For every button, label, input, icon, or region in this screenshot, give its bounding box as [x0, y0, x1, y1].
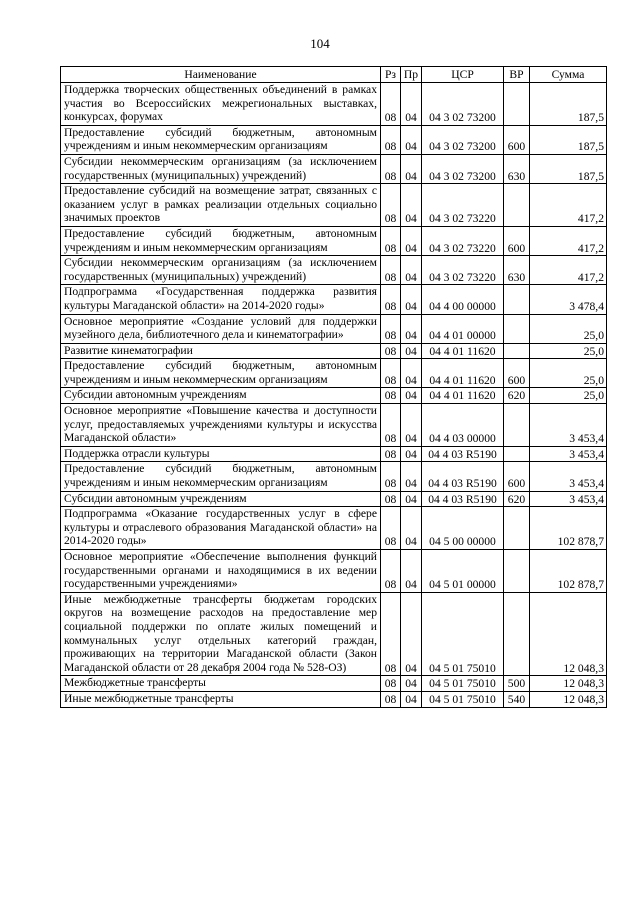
- cell-pr: 04: [401, 388, 422, 404]
- cell-csr: 04 5 00 00000: [422, 507, 504, 550]
- cell-name: Субсидии автономным учреждениям: [61, 491, 381, 507]
- header-rz: Рз: [381, 67, 401, 83]
- cell-csr: 04 4 03 R5190: [422, 491, 504, 507]
- cell-rz: 08: [381, 446, 401, 462]
- cell-csr: 04 5 01 75010: [422, 691, 504, 707]
- cell-pr: 04: [401, 491, 422, 507]
- cell-sum: 12 048,3: [530, 676, 607, 692]
- table-row: [61, 343, 607, 359]
- cell-sum: 3 478,4: [530, 285, 607, 314]
- cell-rz: 08: [381, 226, 401, 255]
- cell-rz: 08: [381, 314, 401, 343]
- cell-csr: 04 5 01 00000: [422, 550, 504, 593]
- cell-csr: 04 4 01 11620: [422, 359, 504, 388]
- cell-vr: 540: [504, 691, 530, 707]
- cell-name: Предоставление субсидий бюджетным, автономным учреждениям и иным некоммерческим организациям: [61, 462, 381, 491]
- cell-rz: 08: [381, 83, 401, 126]
- table-row: [61, 388, 607, 404]
- cell-rz: 08: [381, 676, 401, 692]
- cell-name: Предоставление субсидий бюджетным, автономным учреждениям и иным некоммерческим организациям: [61, 359, 381, 388]
- cell-pr: 04: [401, 550, 422, 593]
- cell-pr: 04: [401, 462, 422, 491]
- cell-name: Субсидии автономным учреждениям: [61, 388, 381, 404]
- cell-rz: 08: [381, 359, 401, 388]
- cell-csr: 04 3 02 73220: [422, 256, 504, 285]
- cell-vr: 600: [504, 462, 530, 491]
- cell-pr: 04: [401, 446, 422, 462]
- cell-pr: 04: [401, 154, 422, 183]
- table-body: [61, 83, 607, 708]
- cell-csr: 04 3 02 73220: [422, 184, 504, 227]
- cell-name: Основное мероприятие «Создание условий для поддержки музейного дела, библиотечного дела и кинематографии»: [61, 314, 381, 343]
- cell-sum: 25,0: [530, 388, 607, 404]
- cell-vr: 630: [504, 256, 530, 285]
- cell-rz: 08: [381, 388, 401, 404]
- cell-sum: 25,0: [530, 314, 607, 343]
- table-row: [61, 550, 607, 593]
- cell-csr: 04 4 03 R5190: [422, 446, 504, 462]
- cell-name: Основное мероприятие «Повышение качества и доступности услуг, предоставляемых учреждениями культуры и искусства Магаданской области»: [61, 404, 381, 447]
- table-row: [61, 359, 607, 388]
- cell-pr: 04: [401, 184, 422, 227]
- cell-pr: 04: [401, 592, 422, 676]
- cell-csr: 04 4 01 00000: [422, 314, 504, 343]
- cell-sum: 417,2: [530, 184, 607, 227]
- cell-vr: 600: [504, 125, 530, 154]
- cell-vr: [504, 592, 530, 676]
- header-csr: ЦСР: [422, 67, 504, 83]
- cell-rz: 08: [381, 507, 401, 550]
- table-row: [61, 226, 607, 255]
- cell-vr: 620: [504, 388, 530, 404]
- cell-name: Подпрограмма «Оказание государственных услуг в сфере культуры и отраслевого образования Магаданской области» на 2014-2020 годы»: [61, 507, 381, 550]
- cell-name: Предоставление субсидий бюджетным, автономным учреждениям и иным некоммерческим организациям: [61, 226, 381, 255]
- table-row: [61, 507, 607, 550]
- cell-rz: 08: [381, 343, 401, 359]
- cell-rz: 08: [381, 256, 401, 285]
- cell-rz: 08: [381, 462, 401, 491]
- cell-rz: 08: [381, 550, 401, 593]
- header-pr: Пр: [401, 67, 422, 83]
- cell-vr: [504, 446, 530, 462]
- cell-sum: 3 453,4: [530, 491, 607, 507]
- cell-sum: 417,2: [530, 256, 607, 285]
- cell-vr: [504, 507, 530, 550]
- cell-vr: [504, 285, 530, 314]
- cell-pr: 04: [401, 404, 422, 447]
- cell-name: Поддержка творческих общественных объединений в рамках участия во Всероссийских межрегиональных выставках, конкурсах, форумах: [61, 83, 381, 126]
- cell-vr: 630: [504, 154, 530, 183]
- cell-sum: 102 878,7: [530, 550, 607, 593]
- cell-csr: 04 3 02 73200: [422, 154, 504, 183]
- cell-csr: 04 5 01 75010: [422, 676, 504, 692]
- cell-name: Развитие кинематографии: [61, 343, 381, 359]
- budget-table: [60, 66, 607, 708]
- table-row: [61, 314, 607, 343]
- header-vr: ВР: [504, 67, 530, 83]
- cell-pr: 04: [401, 256, 422, 285]
- cell-vr: [504, 404, 530, 447]
- cell-sum: 102 878,7: [530, 507, 607, 550]
- table-row: [61, 83, 607, 126]
- cell-sum: 3 453,4: [530, 446, 607, 462]
- cell-sum: 25,0: [530, 359, 607, 388]
- cell-csr: 04 4 01 11620: [422, 343, 504, 359]
- table-row: [61, 184, 607, 227]
- cell-name: Иные межбюджетные трансферты: [61, 691, 381, 707]
- cell-name: Подпрограмма «Государственная поддержка развития культуры Магаданской области» на 2014-2020 годы»: [61, 285, 381, 314]
- cell-pr: 04: [401, 507, 422, 550]
- cell-rz: 08: [381, 125, 401, 154]
- cell-name: Основное мероприятие «Обеспечение выполнения функций государственными органами и находящимися в их ведении государственными учреждениями»: [61, 550, 381, 593]
- cell-rz: 08: [381, 154, 401, 183]
- cell-vr: 600: [504, 226, 530, 255]
- cell-name: Иные межбюджетные трансферты бюджетам городских округов на возмещение расходов на предоставление мер социальной поддержки по оплате жилых помещений и коммунальных услуг отдельных категорий граждан, проживающих на территории Магаданской области (Закон Магаданской области от 28 декабря 2004 года № 528-ОЗ): [61, 592, 381, 676]
- header-row: [61, 67, 607, 83]
- cell-pr: 04: [401, 359, 422, 388]
- cell-pr: 04: [401, 314, 422, 343]
- cell-rz: 08: [381, 592, 401, 676]
- cell-vr: 600: [504, 359, 530, 388]
- cell-csr: 04 3 02 73220: [422, 226, 504, 255]
- cell-pr: 04: [401, 83, 422, 126]
- header-sum: Сумма: [530, 67, 607, 83]
- cell-name: Субсидии некоммерческим организациям (за исключением государственных (муниципальных) учреждений): [61, 154, 381, 183]
- cell-pr: 04: [401, 676, 422, 692]
- cell-name: Предоставление субсидий бюджетным, автономным учреждениям и иным некоммерческим организациям: [61, 125, 381, 154]
- table-row: [61, 491, 607, 507]
- cell-name: Предоставление субсидий на возмещение затрат, связанных с оказанием услуг в рамках реализации отдельных социально значимых проектов: [61, 184, 381, 227]
- cell-vr: [504, 314, 530, 343]
- cell-sum: 187,5: [530, 83, 607, 126]
- table-row: [61, 285, 607, 314]
- cell-name: Субсидии некоммерческим организациям (за исключением государственных (муниципальных) учреждений): [61, 256, 381, 285]
- cell-sum: 187,5: [530, 154, 607, 183]
- cell-pr: 04: [401, 125, 422, 154]
- table-row: [61, 592, 607, 676]
- cell-name: Межбюджетные трансферты: [61, 676, 381, 692]
- cell-vr: [504, 184, 530, 227]
- cell-sum: 12 048,3: [530, 691, 607, 707]
- cell-sum: 25,0: [530, 343, 607, 359]
- cell-sum: 12 048,3: [530, 592, 607, 676]
- cell-sum: 3 453,4: [530, 462, 607, 491]
- table-row: [61, 691, 607, 707]
- table-row: [61, 676, 607, 692]
- page-number: 104: [310, 36, 330, 51]
- cell-pr: 04: [401, 226, 422, 255]
- cell-rz: 08: [381, 404, 401, 447]
- cell-csr: 04 3 02 73200: [422, 125, 504, 154]
- cell-csr: 04 4 00 00000: [422, 285, 504, 314]
- table-row: [61, 404, 607, 447]
- cell-vr: [504, 550, 530, 593]
- cell-vr: [504, 83, 530, 126]
- table-row: [61, 125, 607, 154]
- header-name: Наименование: [61, 67, 381, 83]
- cell-vr: 500: [504, 676, 530, 692]
- cell-rz: 08: [381, 691, 401, 707]
- cell-csr: 04 4 03 R5190: [422, 462, 504, 491]
- table-header: [61, 67, 607, 83]
- table-row: [61, 462, 607, 491]
- cell-pr: 04: [401, 691, 422, 707]
- table-row: [61, 256, 607, 285]
- cell-vr: 620: [504, 491, 530, 507]
- cell-rz: 08: [381, 285, 401, 314]
- cell-sum: 3 453,4: [530, 404, 607, 447]
- cell-rz: 08: [381, 184, 401, 227]
- cell-name: Поддержка отрасли культуры: [61, 446, 381, 462]
- cell-sum: 187,5: [530, 125, 607, 154]
- cell-pr: 04: [401, 285, 422, 314]
- table-row: [61, 154, 607, 183]
- cell-sum: 417,2: [530, 226, 607, 255]
- cell-csr: 04 3 02 73200: [422, 83, 504, 126]
- cell-csr: 04 4 03 00000: [422, 404, 504, 447]
- cell-csr: 04 5 01 75010: [422, 592, 504, 676]
- cell-csr: 04 4 01 11620: [422, 388, 504, 404]
- table-row: [61, 446, 607, 462]
- cell-rz: 08: [381, 491, 401, 507]
- cell-pr: 04: [401, 343, 422, 359]
- cell-vr: [504, 343, 530, 359]
